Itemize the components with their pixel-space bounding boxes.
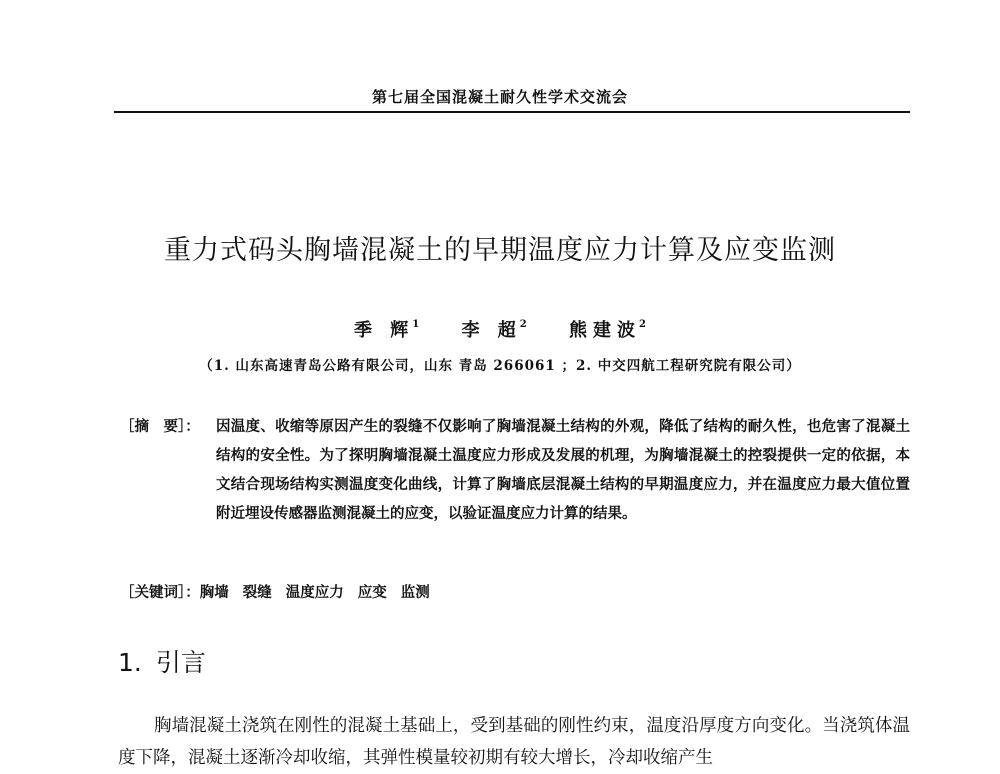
author-name: 熊建波 bbox=[569, 320, 642, 341]
body-paragraph: 胸墙混凝土浇筑在刚性的混凝土基础上，受到基础的刚性约束，温度沿厚度方向变化。当浇筑体温度下降，混凝土逐渐冷却收缩，其弹性模量较初期有较大增长，冷却收缩产生 bbox=[118, 716, 910, 768]
affiliation-mark: 2 bbox=[519, 319, 527, 330]
section-heading bbox=[118, 643, 206, 679]
keyword: 裂缝 bbox=[242, 584, 272, 601]
keywords bbox=[120, 578, 910, 607]
running-header: 第七届全国混凝土耐久性学术交流会 bbox=[371, 88, 628, 106]
header-rule bbox=[114, 111, 910, 113]
abstract-label: ［摘 要］： bbox=[120, 418, 200, 435]
keyword: 胸墙 bbox=[199, 584, 229, 601]
abstract-text: 因温度、收缩等原因产生的裂缝不仅影响了胸墙混凝土结构的外观，降低了结构的耐久性，也危害了混凝土结构的安全性。为了探明胸墙混凝土温度应力形成及发展的机理，为胸墙混凝土的控裂提供一定的依据，本文结合现场结构实测温度变化曲线，计算了胸墙底层混凝土结构的早期温度应力，并在温度应力最大值位置附近埋设传感器监测混凝土的应变，以验证温度应力计算的结果。 bbox=[216, 418, 910, 522]
affiliation: （1. 山东高速青岛公路有限公司，山东 青岛 266061 ；2. 中交四航工程研究院有限公司） bbox=[199, 358, 801, 374]
author-list bbox=[0, 316, 1000, 342]
author-2 bbox=[462, 316, 527, 342]
paper-title: 重力式码头胸墙混凝土的早期温度应力计算及应变监测 bbox=[164, 235, 836, 266]
abstract bbox=[120, 412, 910, 528]
author-name: 季 辉 bbox=[353, 320, 415, 341]
affiliation-mark: 2 bbox=[639, 319, 647, 330]
author-3 bbox=[569, 316, 646, 342]
section-title: 引言 bbox=[155, 648, 206, 677]
author-1 bbox=[354, 316, 419, 342]
keyword: 监测 bbox=[400, 584, 430, 601]
affiliation-mark: 1 bbox=[412, 319, 420, 330]
keyword: 应变 bbox=[357, 584, 387, 601]
keywords-label: ［关键词］： bbox=[120, 584, 200, 601]
section-number: 1. bbox=[118, 648, 142, 677]
author-name: 李 超 bbox=[461, 320, 522, 341]
keyword: 温度应力 bbox=[285, 584, 344, 601]
